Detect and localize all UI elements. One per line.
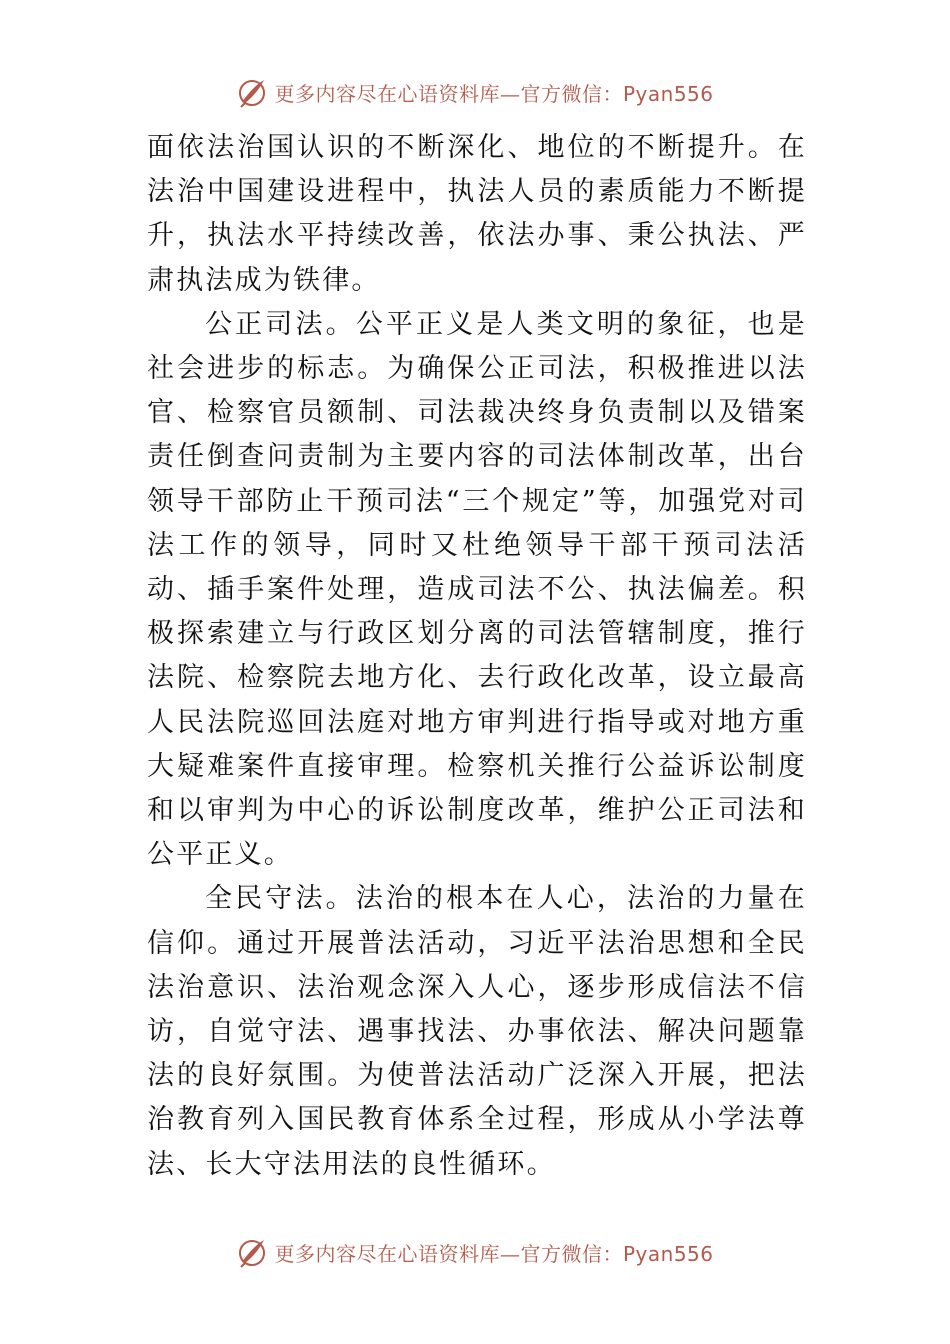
header-banner-cn: 更多内容尽在心语资料库—官方微信：: [274, 81, 623, 106]
paragraph-3: 全民守法。法治的根本在人心，法治的力量在信仰。通过开展普法活动，习近平法治思想和全民法治意识、法治观念深入人心，逐步形成信法不信访，自觉守法、遇事找法、办事依法、解决问题靠法的良好氛围。为使普法活动广泛深入开展，把法治教育列入国民教育体系全过程，形成从小学法尊法、长大守法用法的良性循环。: [147, 883, 807, 1180]
document-body: [147, 126, 807, 1187]
header-banner-id: Pyan556: [622, 81, 714, 106]
footer-banner-text: [274, 1238, 713, 1267]
header-banner: [0, 72, 950, 112]
footer-banner-id: Pyan556: [622, 1241, 714, 1266]
feather-quill-icon: [236, 1236, 268, 1268]
header-banner-text: [274, 78, 713, 107]
paragraph-2: 公正司法。公平正义是人类文明的象征，也是社会进步的标志。为确保公正司法，积极推进以法官、检察官员额制、司法裁决终身负责制以及错案责任倒查问责制为主要内容的司法体制改革，出台领导干部防止干预司法“三个规定”等，加强党对司法工作的领导，同时又杜绝领导干部干预司法活动、插手案件处理，造成司法不公、执法偏差。积极探索建立与行政区划分离的司法管辖制度，推行法院、检察院去地方化、去行政化改革，设立最高人民法院巡回法庭对地方审判进行指导或对地方重大疑难案件直接审理。检察机关推行公益诉讼制度和以审判为中心的诉讼制度改革，维护公正司法和公平正义。: [147, 308, 807, 871]
footer-banner: [0, 1232, 950, 1272]
feather-quill-icon: [236, 76, 268, 108]
paragraph-1: 面依法治国认识的不断深化、地位的不断提升。在法治中国建设进程中，执法人员的素质能力不断提升，执法水平持续改善，依法办事、秉公执法、严肃执法成为铁律。: [147, 132, 807, 296]
footer-banner-cn: 更多内容尽在心语资料库—官方微信：: [274, 1241, 623, 1266]
